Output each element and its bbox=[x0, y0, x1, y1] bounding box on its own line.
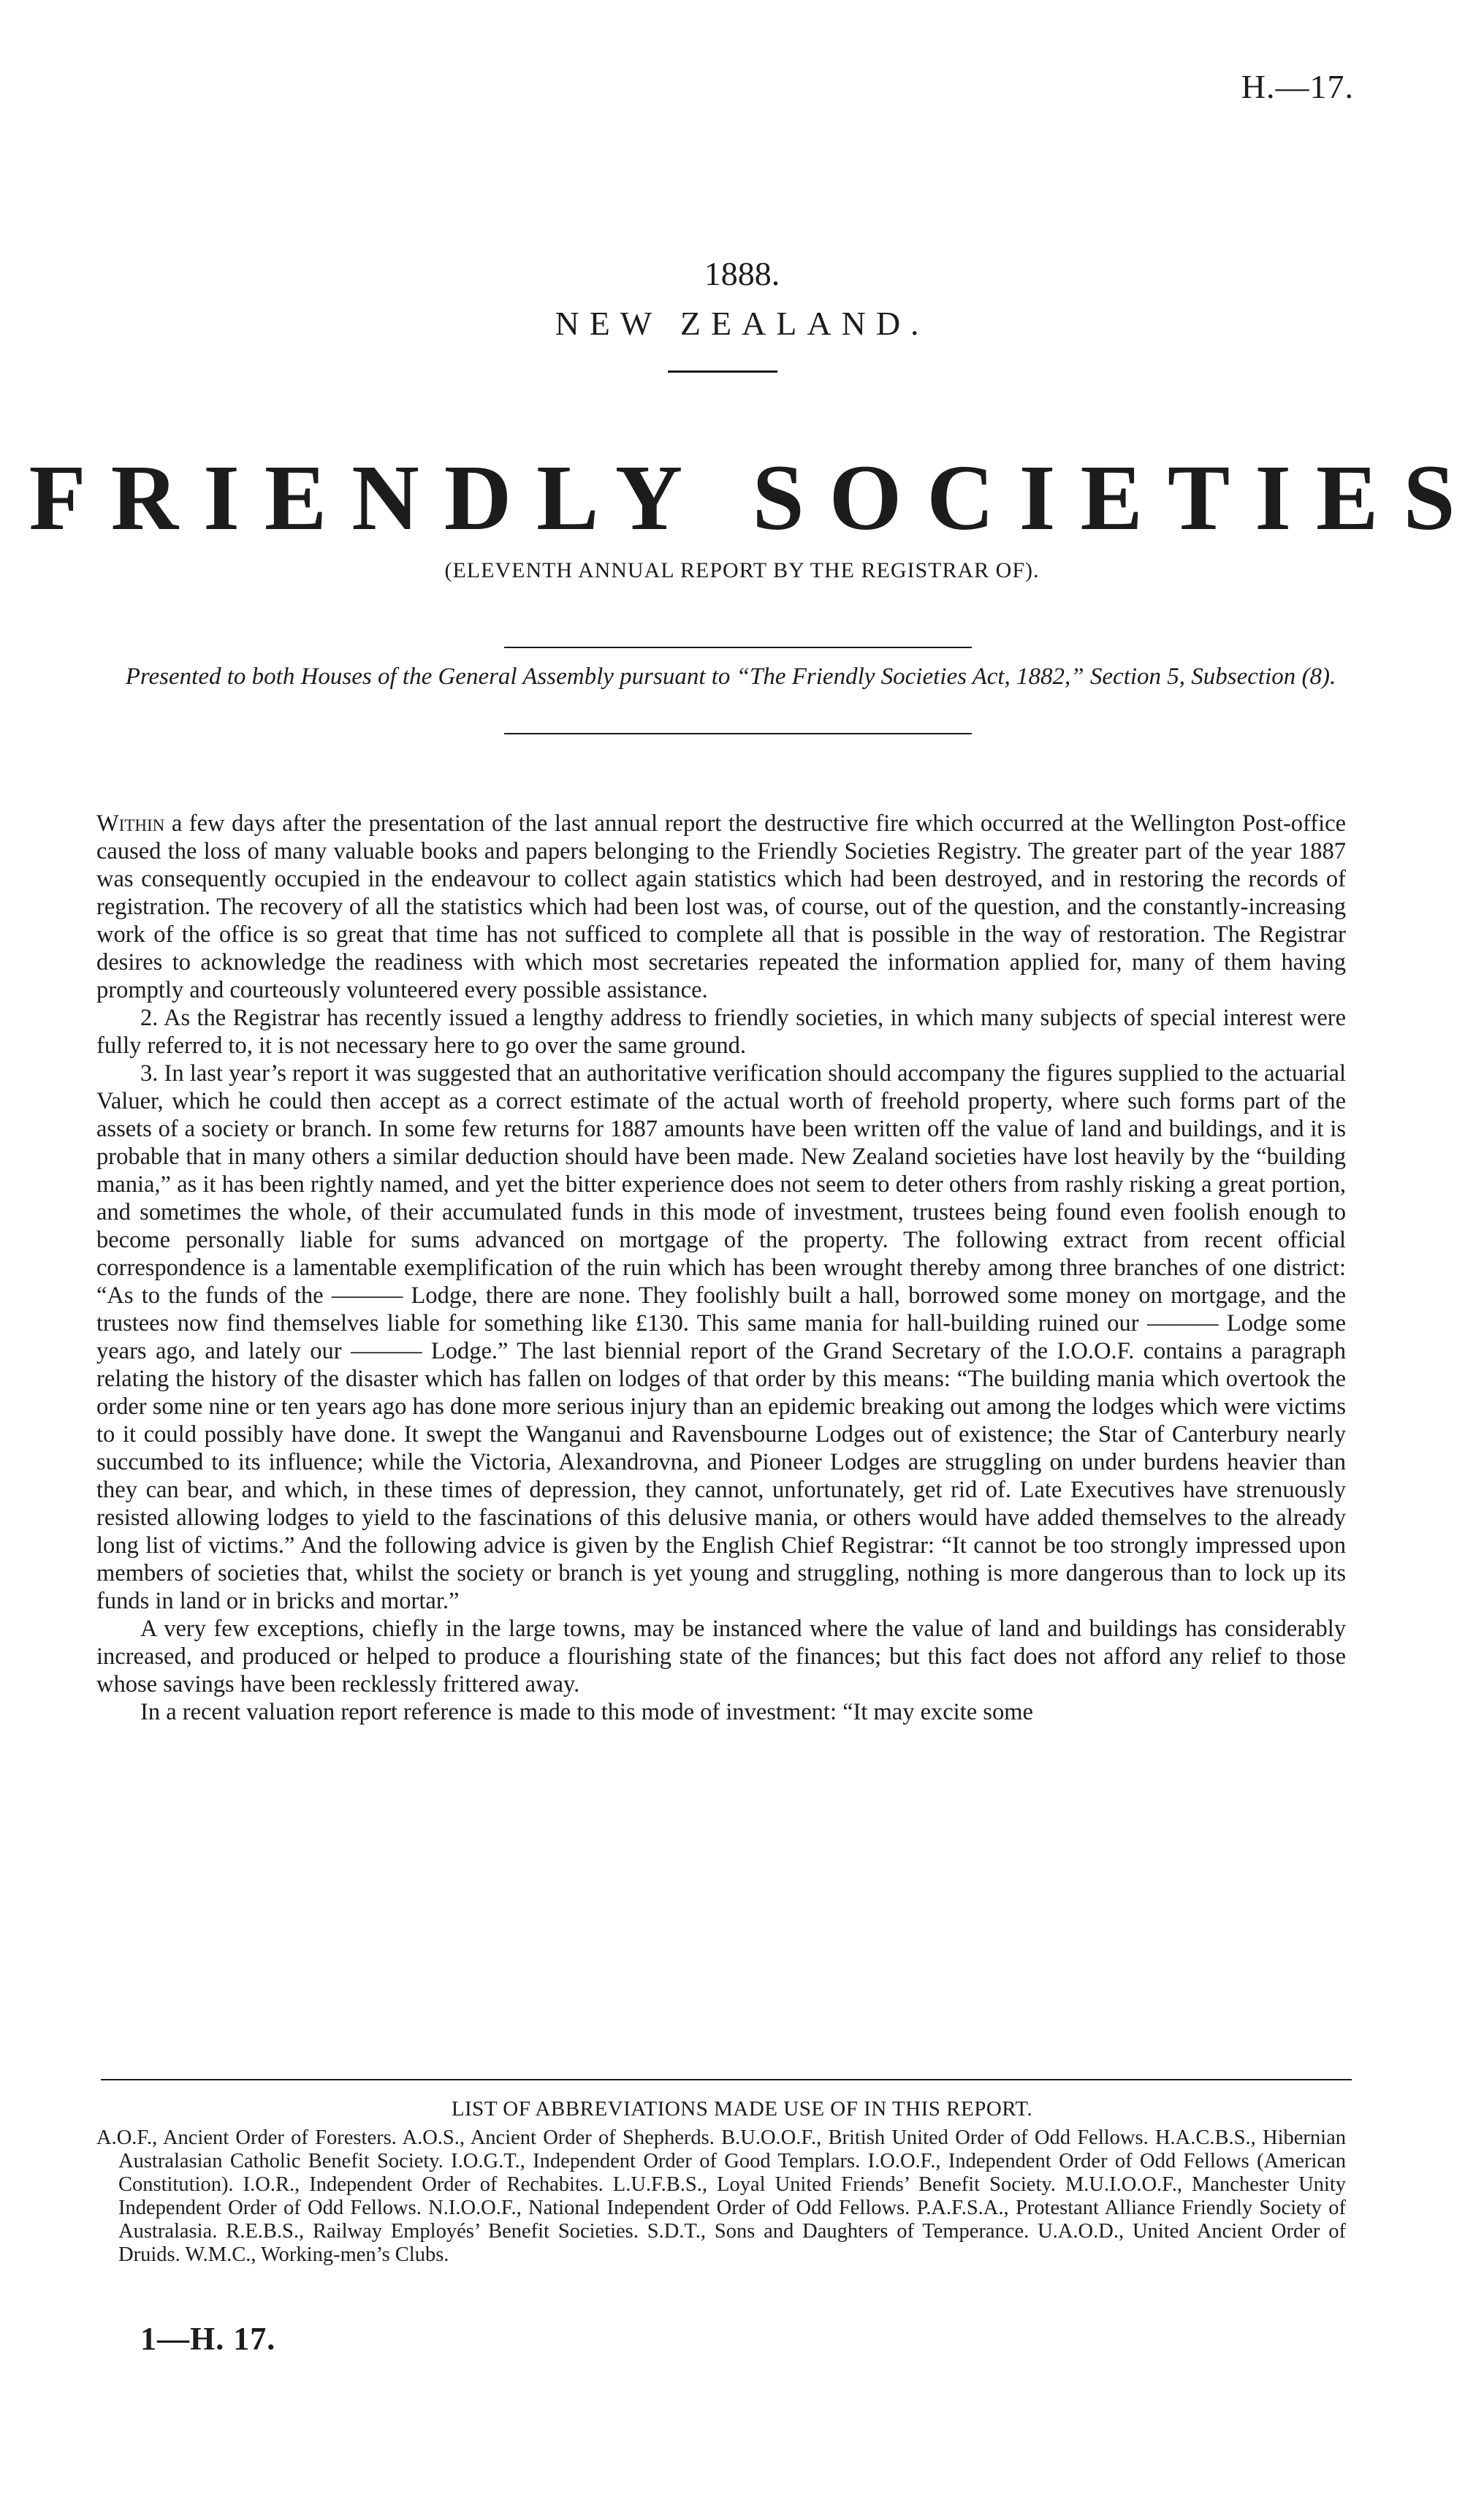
page-title: FRIENDLY SOCIETIES bbox=[28, 446, 1480, 550]
divider bbox=[504, 647, 972, 648]
country-heading: NEW ZEALAND. bbox=[555, 305, 929, 342]
abbreviations-title: LIST OF ABBREVIATIONS MADE USE OF IN THIS REPORT. bbox=[451, 2097, 1033, 2121]
presentation-note: Presented to both Houses of the General Assembly pursuant to “The Friendly Societies Act, 1882,” Section 5, Subsection (8). bbox=[125, 664, 1336, 690]
report-body bbox=[96, 810, 1346, 1726]
paragraph-1 bbox=[96, 810, 1346, 1004]
page-reference: H.—17. bbox=[1241, 68, 1354, 105]
abbreviations-list bbox=[96, 2126, 1346, 2267]
document-year: 1888. bbox=[704, 255, 780, 292]
divider bbox=[668, 370, 777, 373]
divider bbox=[504, 733, 972, 734]
paragraph-2: 2. As the Registrar has recently issued a lengthy address to friendly societies, in which many subjects of special interest were fully referred to, it is not necessary here to go over the same ground. bbox=[96, 1005, 1346, 1059]
abbreviations-text: A.O.F., Ancient Order of Foresters. A.O.S., Ancient Order of Shepherds. B.U.O.O.F., British United Order of Odd Fellows. H.A.C.B.S., Hibernian Australasian Catholic Benefit Society. I.O.G.T., Independent Order of Good Templars. I.O.O.F., Independent Order of Odd Fellows (American Constitution). I.O.R., Independent Order of Rechabites. L.U.F.B.S., Loyal United Friends’ Benefit Society. M.U.I.O.O.F., Manchester Unity Independent Order of Odd Fellows. N.I.O.O.F., National Independent Order of Odd Fellows. P.A.F.S.A., Protestant Alliance Friendly Society of Australasia. R.E.B.S., Railway Employés’ Benefit Societies. S.D.T., Sons and Daughters of Temperance. U.A.O.D., United Ancient Order of Druids. W.M.C., Working-men’s Clubs. bbox=[96, 2126, 1346, 2266]
paragraph-text: a few days after the presentation of the last annual report the destructive fire which occurred at the Wellington Post-office caused the loss of many valuable books and papers belonging to the Friendly Societies Registry. The greater part of the year 1887 was consequently occupied in the endeavour to collect again statistics which had been destroyed, and in restoring the records of registration. The recovery of all the statistics which had been lost was, of course, out of the question, and the constantly-increasing work of the office is so great that time has not sufficed to complete all that is possible in the way of restoration. The Registrar desires to acknowledge the readiness with which most secretaries repeated the information applied for, many of them having promptly and courteously volunteered every possible assistance. bbox=[96, 810, 1346, 1003]
paragraph-lead-word: Within bbox=[96, 810, 165, 837]
page-subtitle: (ELEVENTH ANNUAL REPORT BY THE REGISTRAR OF). bbox=[444, 558, 1040, 582]
paragraph-5: In a recent valuation report reference is made to this mode of investment: “It may excite some bbox=[140, 1699, 1033, 1725]
printer-signature: 1—H. 17. bbox=[140, 2321, 276, 2357]
paragraph-4: A very few exceptions, chiefly in the large towns, may be instanced where the value of land and buildings has considerably increased, and produced or helped to produce a flourishing state of the finances; but this fact does not afford any relief to those whose savings have been recklessly frittered away. bbox=[96, 1616, 1346, 1697]
paragraph-3: 3. In last year’s report it was suggested that an authoritative verification should accompany the figures supplied to the actuarial Valuer, which he could then accept as a correct estimate of the actual worth of freehold property, where such forms part of the assets of a society or branch. In some few returns for 1887 amounts have been written off the value of land and buildings, and it is probable that in many others a similar deduction should have been made. New Zealand societies have lost heavily by the “building mania,” as it has been rightly named, and yet the bitter experience does not seem to deter others from rashly risking a great portion, and sometimes the whole, of their accumulated funds in this mode of investment, trustees being found even foolish enough to become personally liable for sums advanced on mortgage of the property. The following extract from recent official correspondence is a lamentable exemplification of the ruin which has been wrought thereby among three branches of one district: “As to the funds of the ——— Lodge, there are none. They foolishly built a hall, borrowed some money on mortgage, and the trustees now find themselves liable for something like £130. This same mania for hall-building ruined our ——— Lodge some years ago, and lately our ——— Lodge.” The last biennial report of the Grand Secretary of the I.O.O.F. contains a paragraph relating the history of the disaster which has fallen on lodges of that order by this means: “The building mania which overtook the order some nine or ten years ago has done more serious injury than an epidemic breaking out among the lodges which were victims to it could possibly have done. It swept the Wanganui and Ravensbourne Lodges out of existence; the Star of Canterbury nearly succumbed to its influence; while the Victoria, Alexandrovna, and Pioneer Lodges are struggling on under burdens heavier than they can bear, and which, in these times of depression, they cannot, unfortunately, get rid of. Late Executives have strenuously resisted allowing lodges to yield to the fascinations of this delusive mania, or others would have added themselves to the already long list of victims.” And the following advice is given by the English Chief Registrar: “It cannot be too strongly impressed upon members of societies that, whilst the society or branch is yet young and struggling, nothing is more dangerous than to lock up its funds in land or in bricks and mortar.” bbox=[96, 1060, 1346, 1614]
footer-divider bbox=[101, 2079, 1352, 2080]
